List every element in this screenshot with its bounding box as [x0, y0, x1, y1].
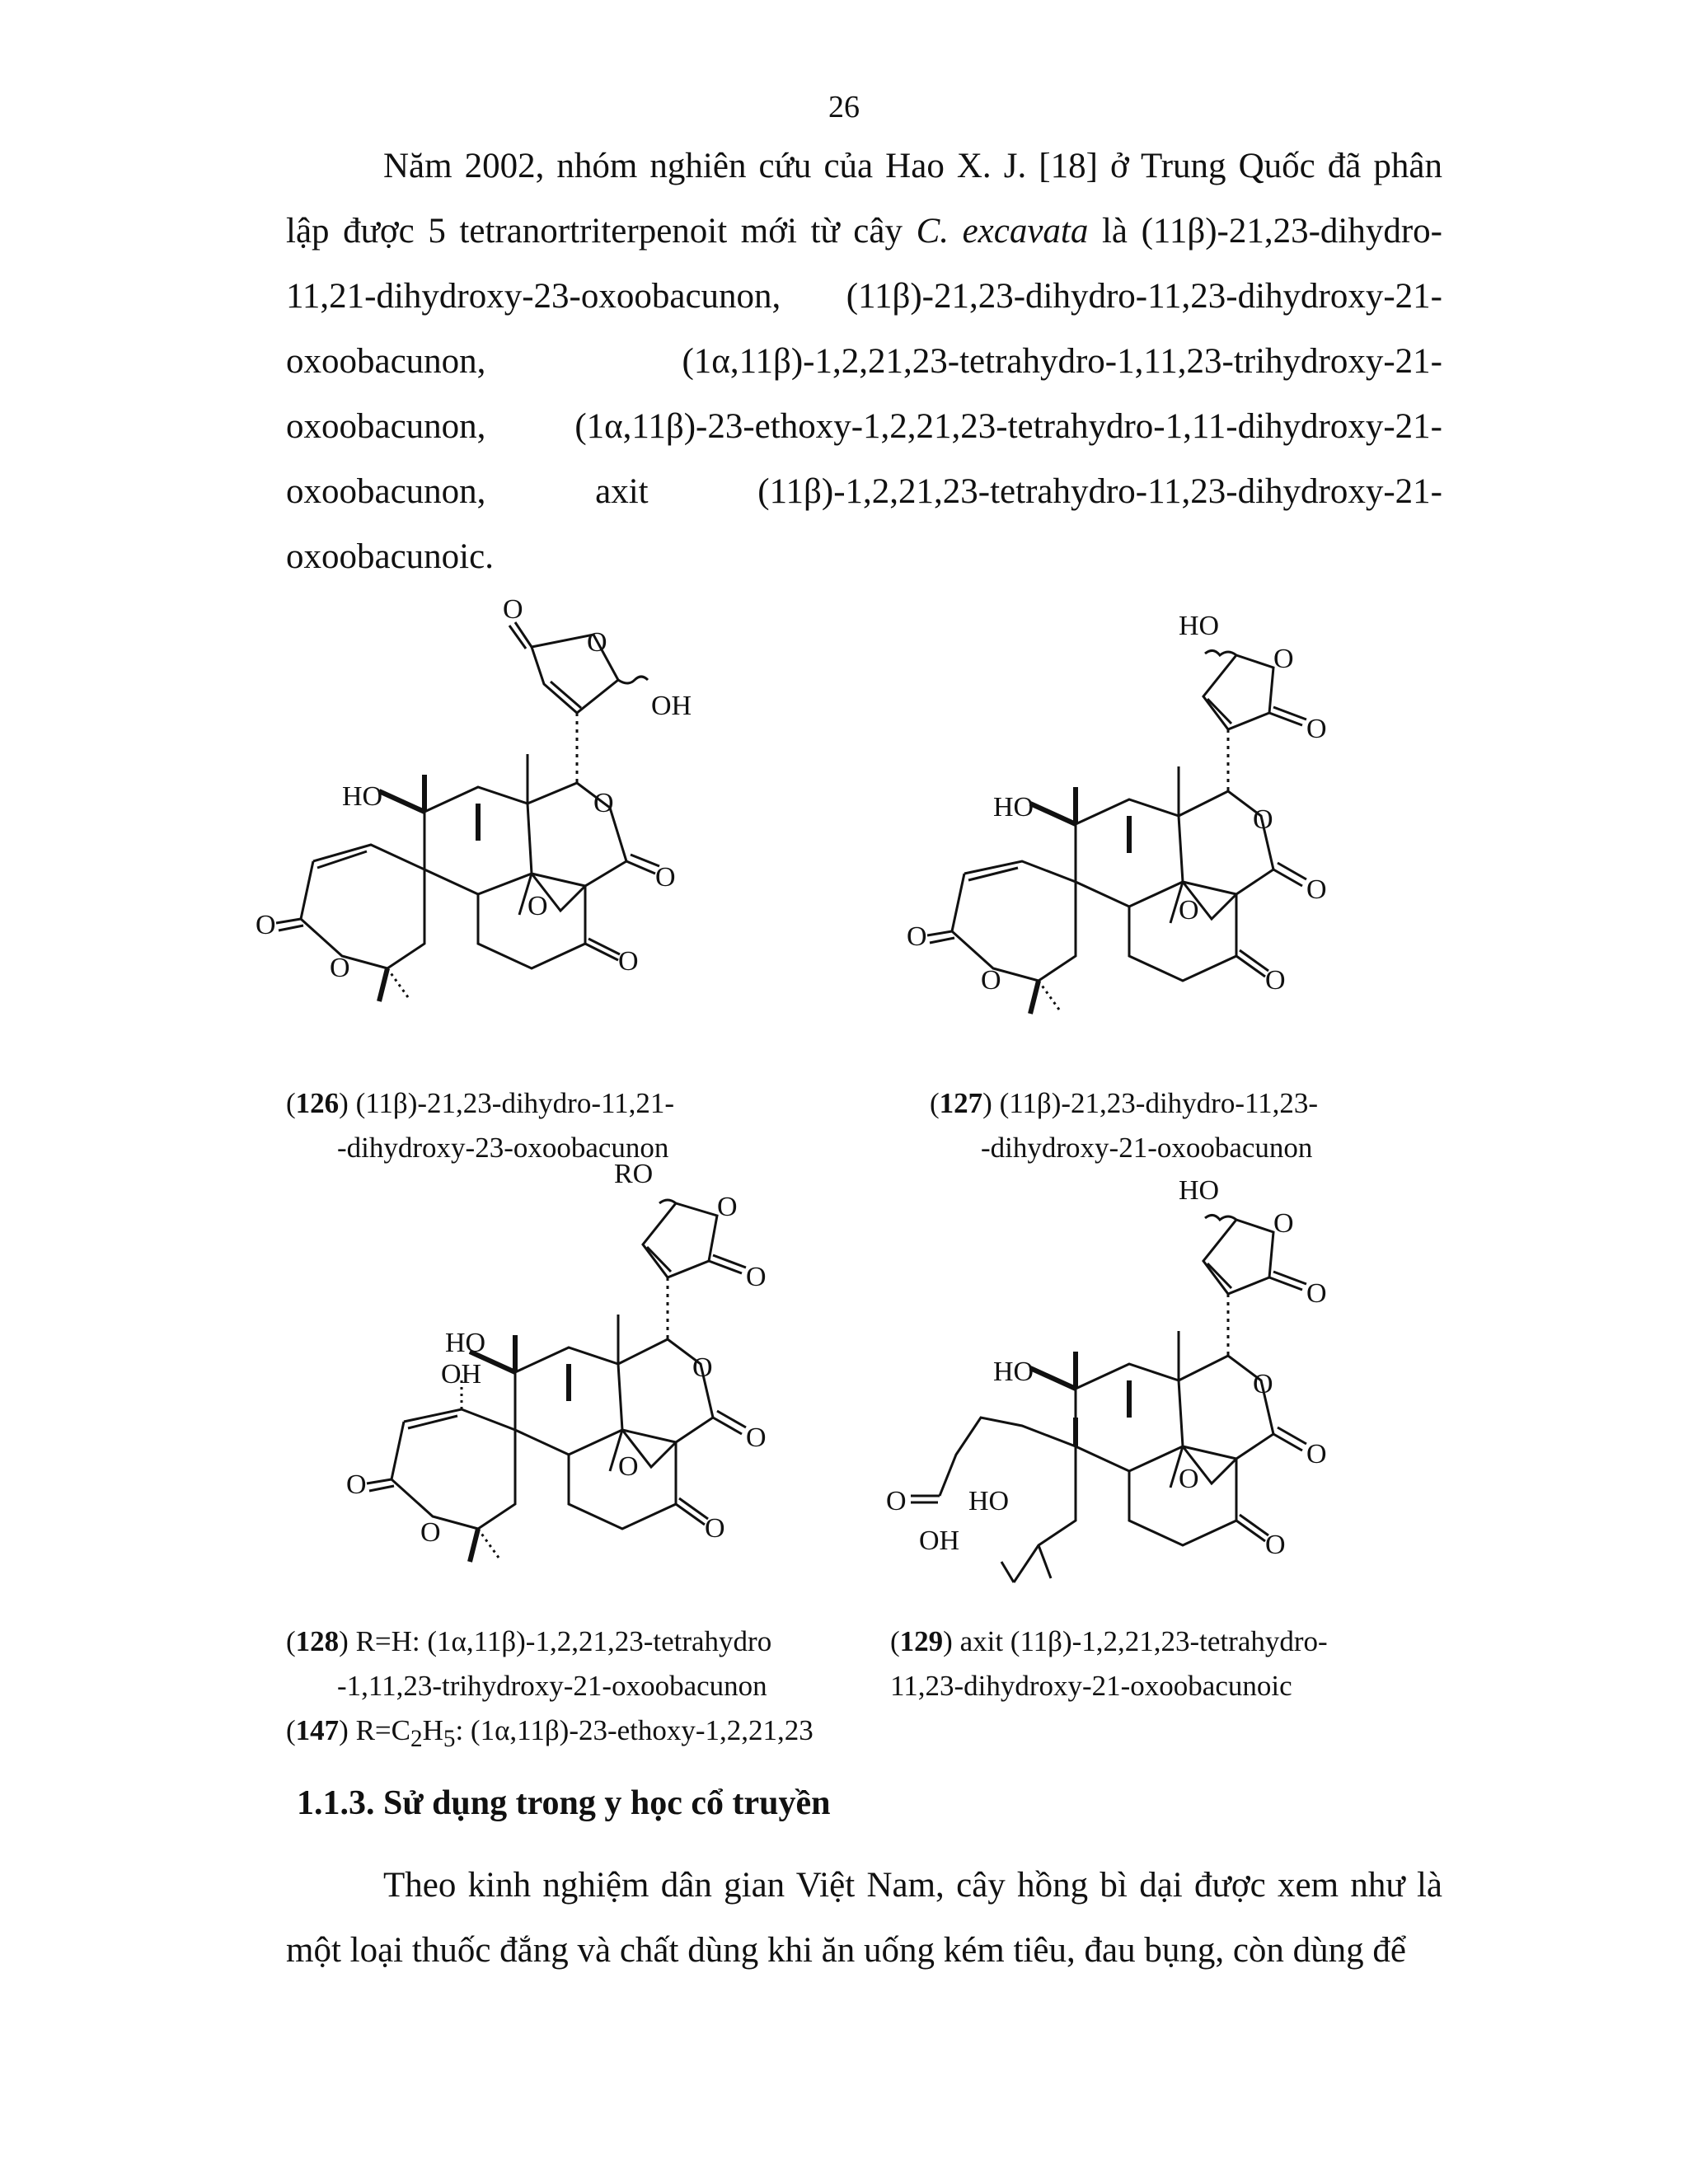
intro-text-end: là (11β)-21,23-dihydro-11,21-dihydroxy-23-oxoobacunon, (11β)-21,23-dihydro-11,23-dihydroxy-21-oxoobacunon, (1α,11β)-1,2,21,23-tetrahydro-1,11,23-trihydroxy-21-oxoobacunon, (1α,11β)-23-ethoxy-1,2,21,23-tetrahydro-1,11-dihydroxy-21-oxoobacunon, axit (11β)-1,2,21,23-tetrahydro-11,23-dihydroxy-21-oxoobacunoic. — [286, 212, 1442, 576]
s128-o-carb: O — [746, 1262, 767, 1292]
caption-147-pre: R=C — [348, 1714, 410, 1746]
structure-126 — [256, 589, 857, 1022]
page-number: 26 — [828, 90, 860, 124]
outro-text: Theo kinh nghiệm dân gian Việt Nam, cây hồng bì dại được xem như là một loại thuốc đắng và chất dùng khi ăn uống kém tiêu, đau bụng, còn dùng để — [286, 1866, 1442, 1970]
intro-text-start: Năm 2002, nhóm nghiên cứu của Hao X. J. [18] ở Trung Quốc đã phân lập được 5 tetranortriterpenoit mới từ cây — [286, 147, 1442, 251]
s128-oh: OH — [441, 1359, 482, 1390]
s128-ho: HO — [445, 1328, 486, 1358]
caption-126-line2: -dihydroxy-23-oxoobacunon — [337, 1132, 669, 1164]
s128-ro-side: RO — [614, 1159, 654, 1189]
species-name: C. excavata — [916, 212, 1089, 251]
caption-126-number: 126 — [295, 1087, 340, 1119]
structure-129 — [886, 1170, 1500, 1603]
s126-o-lac: O — [593, 788, 614, 818]
caption-129: (129) axit (11β)-1,2,21,23-tetrahydro- 11,23-dihydroxy-21-oxoobacunoic — [890, 1619, 1328, 1708]
caption-129-number: 129 — [899, 1625, 944, 1657]
s127-o-ep: O — [1179, 895, 1199, 926]
s129-o-lac2: O — [1306, 1439, 1327, 1469]
s129-o-ring: O — [1273, 1208, 1294, 1239]
s127-ho: HO — [993, 792, 1034, 823]
s126-o-sev2: O — [330, 953, 350, 983]
s126-o-top: O — [503, 594, 523, 625]
caption-127-line1: (11β)-21,23-dihydro-11,23- — [992, 1087, 1319, 1119]
caption-126-line1: (11β)-21,23-dihydro-11,21- — [348, 1087, 675, 1119]
s127-o-ket: O — [1265, 965, 1286, 996]
caption-129-line2: 11,23-dihydroxy-21-oxoobacunoic — [890, 1670, 1292, 1702]
caption-128: (128) R=H: (1α,11β)-1,2,21,23-tetrahydro -1,11,23-trihydroxy-21-oxoobacunon (147) $R=C_2H_5$: (1α,11β)-23-ethoxy-1,2,21,23 — [286, 1625, 814, 1752]
s129-oh-acid: OH — [919, 1526, 960, 1556]
s126-o-sev: O — [256, 910, 276, 940]
s128-o-lac: O — [692, 1352, 713, 1383]
caption-147-post: : (1α,11β)-23-ethoxy-1,2,21,23 — [455, 1714, 814, 1746]
s129-ho-tert: HO — [968, 1486, 1010, 1516]
s129-ho-side: HO — [1179, 1175, 1220, 1206]
s129-o-carb: O — [1306, 1278, 1327, 1309]
s128-o-lac2: O — [746, 1422, 767, 1453]
s128-o-sev2: O — [420, 1517, 441, 1548]
s128-o-ring: O — [717, 1192, 738, 1222]
s128-o-ket: O — [705, 1513, 725, 1544]
s126-oh-side: OH — [651, 691, 692, 721]
s126-o-ep: O — [528, 891, 548, 921]
caption-147-number: 147 — [295, 1714, 340, 1746]
s126-o-ring: O — [587, 627, 607, 658]
caption-147-sub1: 2 — [410, 1726, 423, 1752]
s126-ho: HO — [342, 781, 383, 812]
s129-o-acid: O — [886, 1486, 907, 1516]
section-heading: 1.1.3. Sử dụng trong y học cổ truyền — [297, 1784, 831, 1822]
s128-o-sev: O — [346, 1469, 367, 1500]
caption-147-sub2: 5 — [443, 1726, 456, 1752]
s129-o-ep: O — [1179, 1464, 1199, 1494]
structure-127 — [907, 606, 1500, 1038]
caption-128-line1: R=H: (1α,11β)-1,2,21,23-tetrahydro — [348, 1625, 772, 1657]
intro-paragraph — [286, 134, 1442, 589]
s127-o-ring: O — [1273, 644, 1294, 674]
s127-o-carb: O — [1306, 714, 1327, 744]
caption-127: (127) (11β)-21,23-dihydro-11,23- -dihydroxy-21-oxoobacunon — [930, 1081, 1318, 1170]
caption-129-line1: axit (11β)-1,2,21,23-tetrahydro- — [952, 1625, 1328, 1657]
structure-128 — [346, 1154, 865, 1586]
s127-o-sev2: O — [981, 965, 1001, 996]
s127-o-lac2: O — [1306, 874, 1327, 905]
s127-o-sev: O — [907, 921, 927, 952]
caption-127-number: 127 — [939, 1087, 983, 1119]
s127-ho-side: HO — [1179, 611, 1220, 641]
s129-o-lac: O — [1253, 1369, 1273, 1399]
caption-127-line2: -dihydroxy-21-oxoobacunon — [981, 1132, 1313, 1164]
s127-o-lac: O — [1253, 804, 1273, 835]
s129-o-ket: O — [1265, 1530, 1286, 1560]
caption-128-line2: -1,11,23-trihydroxy-21-oxoobacunon — [337, 1670, 767, 1702]
caption-128-number: 128 — [295, 1625, 340, 1657]
s129-ho: HO — [993, 1357, 1034, 1387]
caption-126: (126) (11β)-21,23-dihydro-11,21- -dihydroxy-23-oxoobacunon — [286, 1081, 674, 1170]
s126-o-ket: O — [618, 946, 639, 977]
s126-o-lac2: O — [655, 862, 676, 893]
caption-147-mid: H — [422, 1714, 443, 1746]
outro-paragraph — [286, 1853, 1442, 1983]
s128-o-ep: O — [618, 1451, 639, 1482]
